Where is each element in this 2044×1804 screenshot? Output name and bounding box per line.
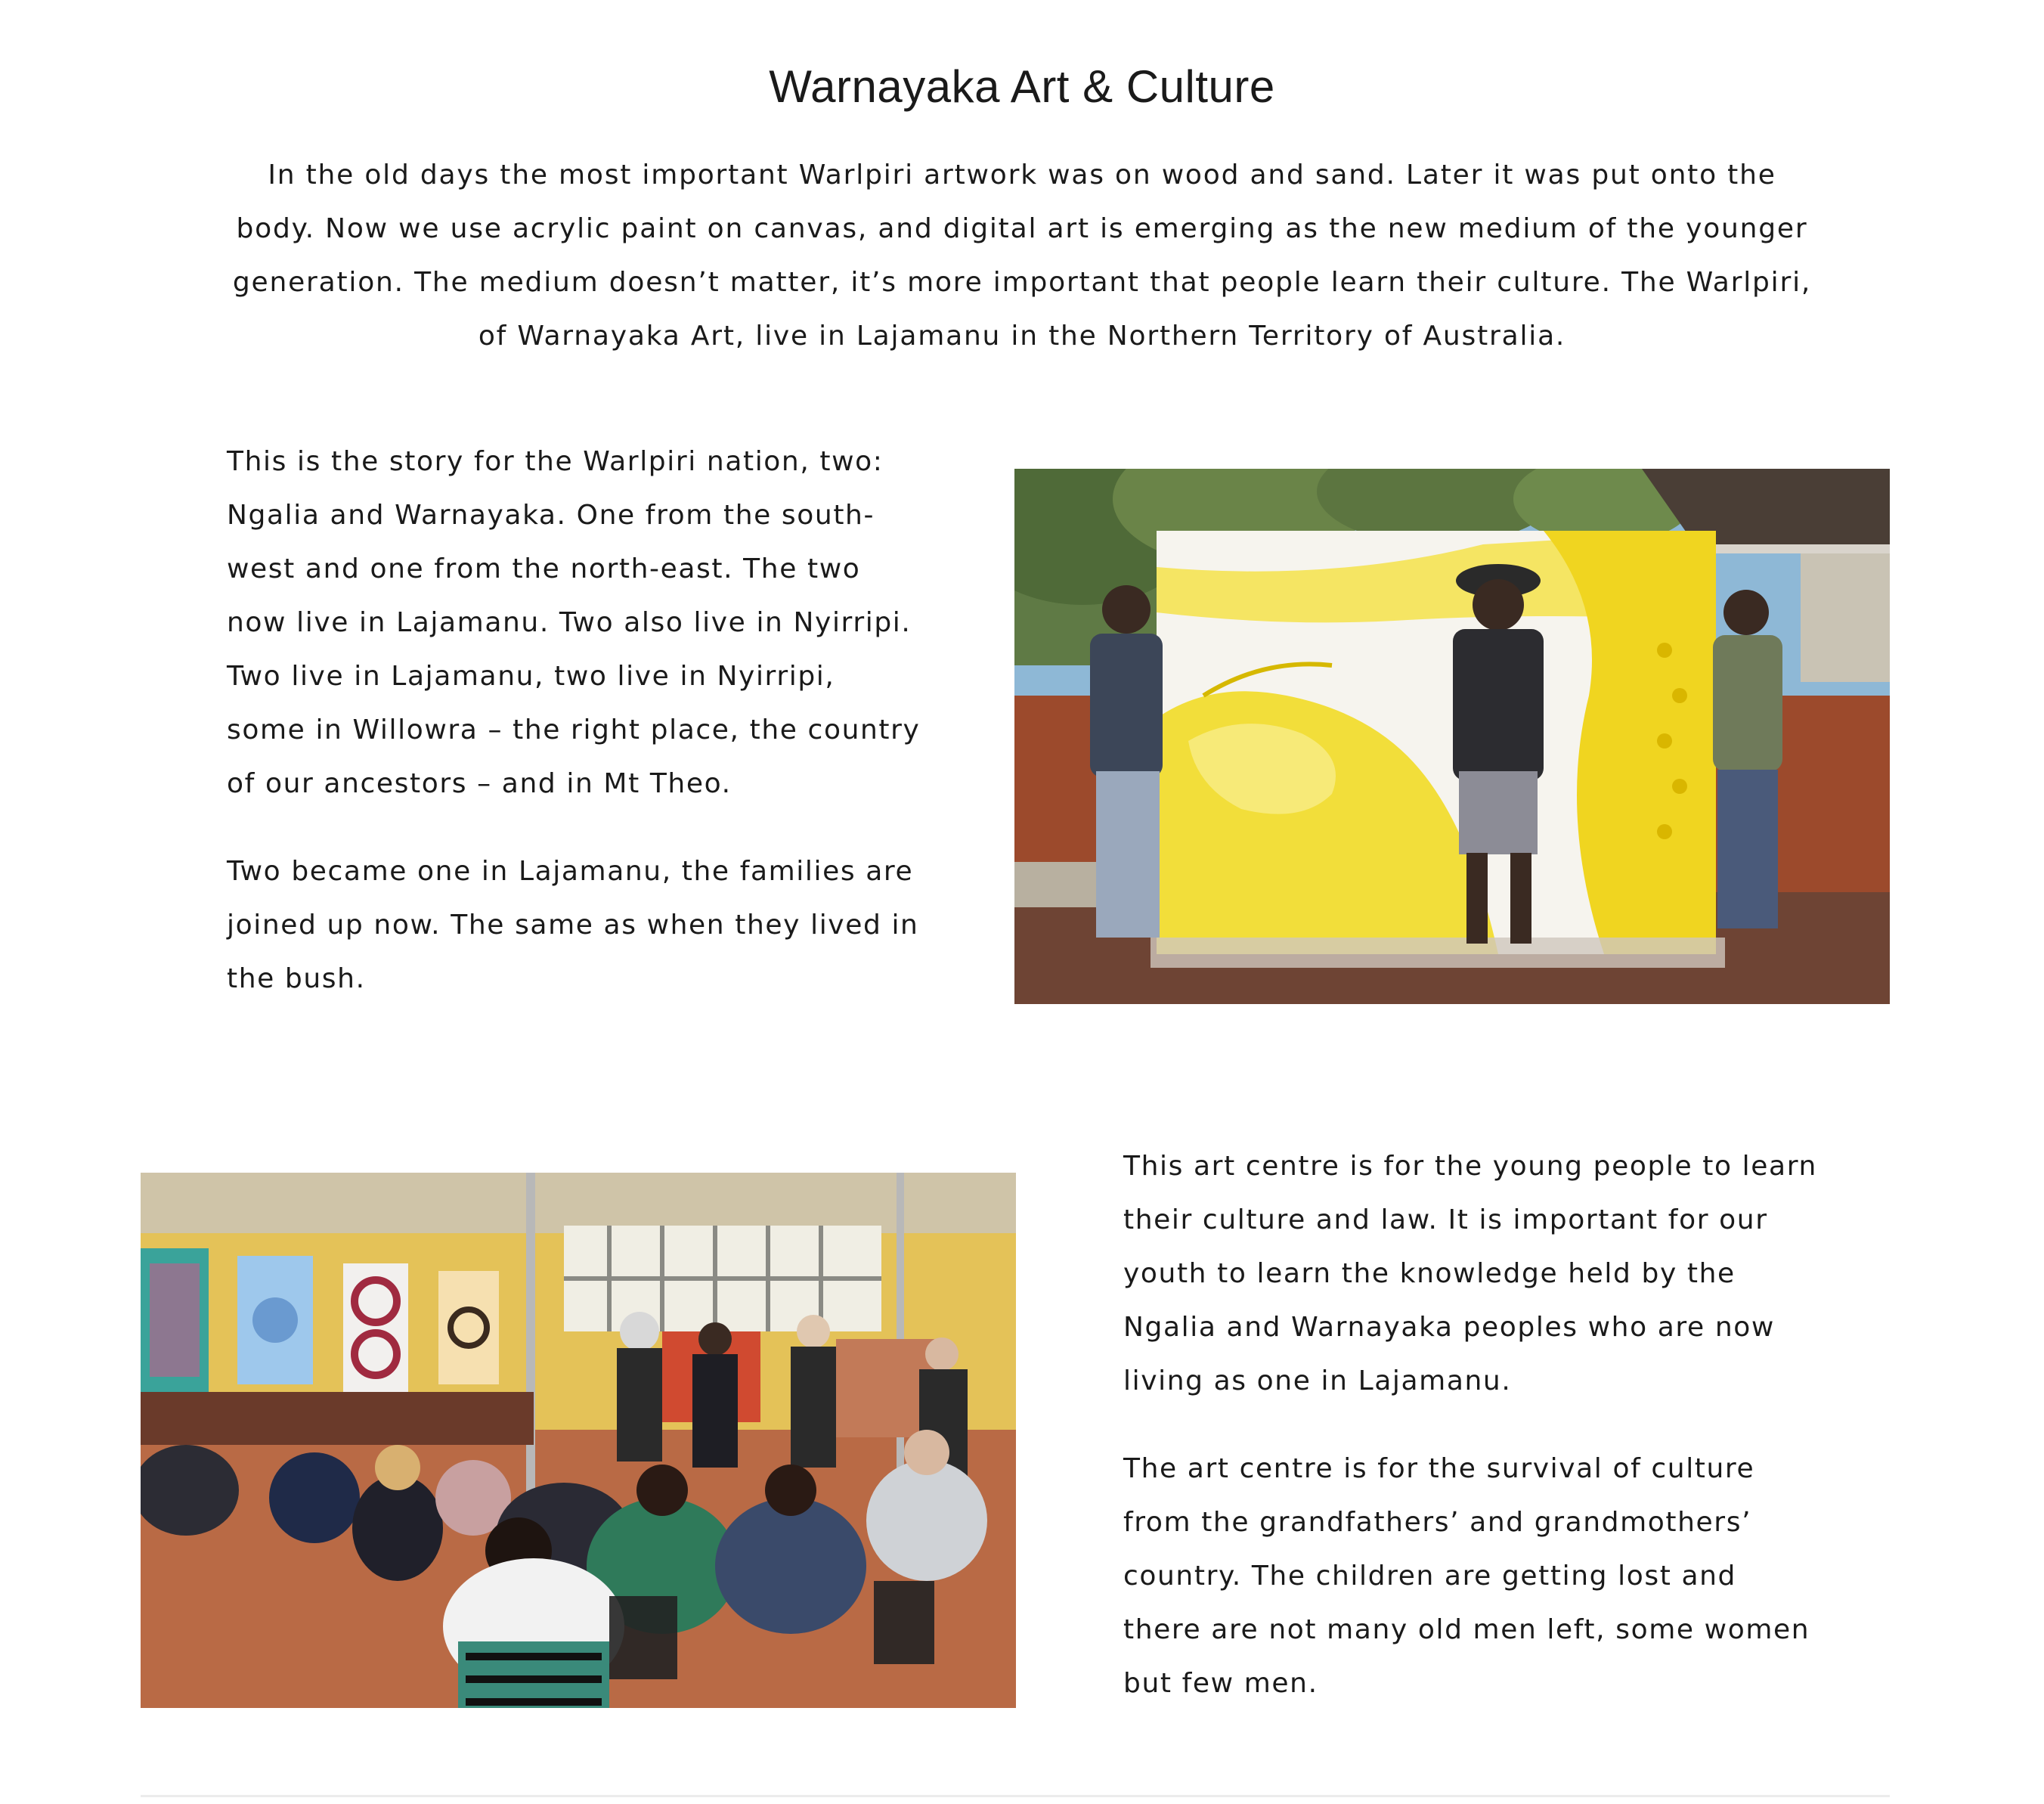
section-divider (141, 1795, 1890, 1797)
art-centre-crowd-photo-image (141, 1173, 1016, 1708)
painting-photo (1014, 469, 1890, 1004)
art-centre-crowd-photo (141, 1173, 1016, 1708)
story-text-block (227, 435, 922, 1040)
story-paragraph-1: This is the story for the Warlpiri nation, two: Ngalia and Warnayaka. One from the south-west and one from the north-east. The two now live in Lajamanu. Two also live in Nyirripi. Two live in Lajamanu, two live in Nyirripi, some in Willowra – the right place, the country of our ancestors – and in Mt Theo. (227, 446, 921, 799)
page-title: Warnayaka Art & Culture (769, 61, 1275, 112)
art-centre-text-block (1123, 1139, 1819, 1744)
story-paragraph-2: Two became one in Lajamanu, the families are joined up now. The same as when they lived in the bush. (227, 856, 919, 994)
painting-photo-image (1014, 469, 1890, 1004)
art-centre-paragraph-2: The art centre is for the survival of culture from the grandfathers’ and grandmothers’ country. The children are getting lost and there are not many old men left, some women but few men. (1123, 1453, 1810, 1699)
art-centre-paragraph-1: This art centre is for the young people to learn their culture and law. It is important for our youth to learn the knowledge held by the Ngalia and Warnayaka peoples who are now living as one in Lajamanu. (1123, 1151, 1817, 1396)
intro-paragraph: In the old days the most important Warlpiri artwork was on wood and sand. Later it was put onto the body. Now we use acrylic paint on canvas, and digital art is emerging as the new medium of the younger generation. The medium doesn’t matter, it’s more important that people learn their culture. The Warlpiri, of Warnayaka Art, live in Lajamanu in the Northern Territory of Australia. (232, 160, 1812, 352)
